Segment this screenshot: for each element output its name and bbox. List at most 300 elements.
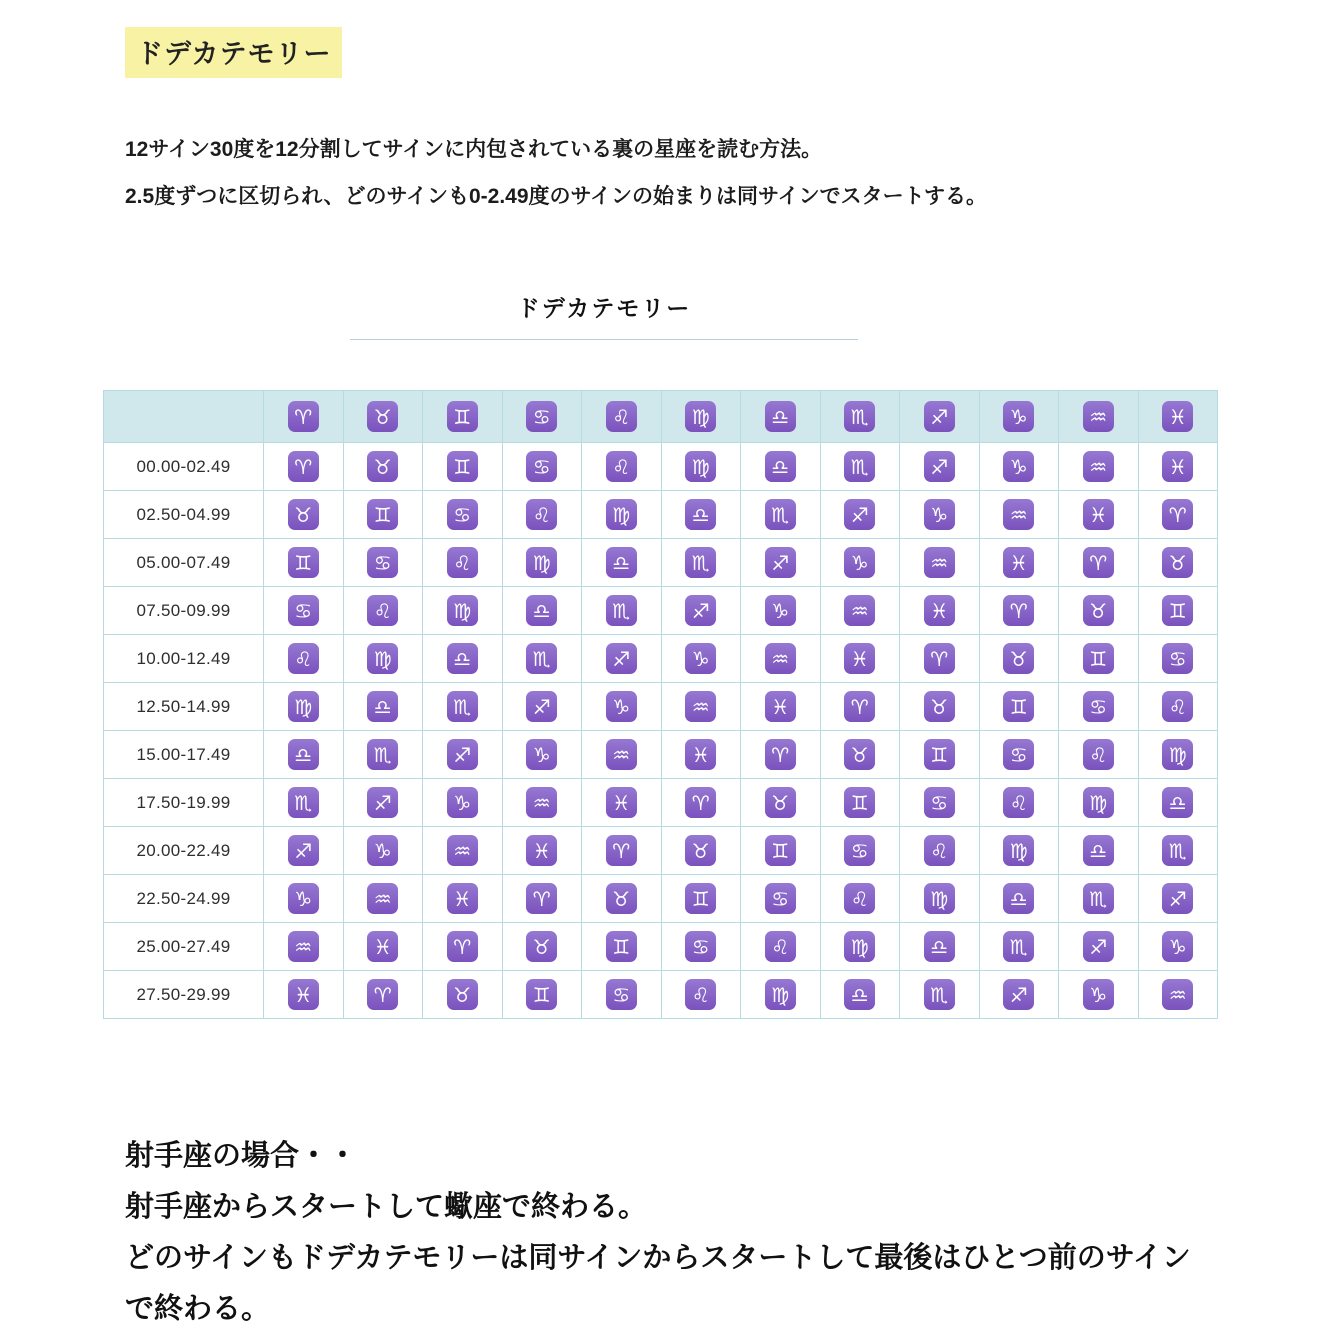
zodiac-cell <box>582 923 662 971</box>
libra-icon: ♎ <box>1003 883 1034 914</box>
intro-section <box>0 27 1320 220</box>
zodiac-cell <box>741 827 821 875</box>
gemini-icon: ♊ <box>526 979 557 1010</box>
leo-icon: ♌ <box>606 401 637 432</box>
leo-icon: ♌ <box>606 451 637 482</box>
zodiac-cell <box>1059 923 1139 971</box>
capricorn-icon: ♑ <box>765 595 796 626</box>
pisces-icon: ♓ <box>447 883 478 914</box>
sagittarius-icon: ♐ <box>765 547 796 578</box>
zodiac-cell <box>820 539 900 587</box>
zodiac-cell <box>661 971 741 1019</box>
taurus-icon: ♉ <box>367 451 398 482</box>
aquarius-icon: ♒ <box>288 931 319 962</box>
sagittarius-icon: ♐ <box>367 787 398 818</box>
leo-icon: ♌ <box>1083 739 1114 770</box>
leo-icon: ♌ <box>447 547 478 578</box>
zodiac-cell <box>741 971 821 1019</box>
zodiac-cell <box>264 731 344 779</box>
gemini-icon: ♊ <box>765 835 796 866</box>
zodiac-cell <box>582 539 662 587</box>
cancer-icon: ♋ <box>288 595 319 626</box>
zodiac-cell <box>900 443 980 491</box>
zodiac-cell <box>343 923 423 971</box>
aries-icon: ♈ <box>685 787 716 818</box>
zodiac-cell <box>502 587 582 635</box>
zodiac-cell <box>900 875 980 923</box>
header-row <box>104 391 1218 443</box>
capricorn-icon: ♑ <box>526 739 557 770</box>
sagittarius-icon: ♐ <box>924 401 955 432</box>
cancer-icon: ♋ <box>1083 691 1114 722</box>
pisces-icon: ♓ <box>1162 401 1193 432</box>
zodiac-cell <box>741 875 821 923</box>
zodiac-cell <box>1059 971 1139 1019</box>
header-cell-scorpio <box>820 391 900 443</box>
scorpio-icon: ♏ <box>1083 883 1114 914</box>
virgo-icon: ♍ <box>367 643 398 674</box>
aries-icon: ♈ <box>765 739 796 770</box>
zodiac-cell <box>264 923 344 971</box>
zodiac-cell <box>582 971 662 1019</box>
libra-icon: ♎ <box>685 499 716 530</box>
zodiac-cell <box>502 923 582 971</box>
libra-icon: ♎ <box>288 739 319 770</box>
virgo-icon: ♍ <box>765 979 796 1010</box>
aries-icon: ♈ <box>1083 547 1114 578</box>
zodiac-cell <box>820 635 900 683</box>
zodiac-cell <box>423 779 503 827</box>
aries-icon: ♈ <box>844 691 875 722</box>
zodiac-cell <box>502 539 582 587</box>
gemini-icon: ♊ <box>924 739 955 770</box>
header-cell-gemini <box>423 391 503 443</box>
title-line <box>125 27 1320 78</box>
taurus-icon: ♉ <box>765 787 796 818</box>
zodiac-cell <box>1059 827 1139 875</box>
zodiac-cell <box>264 683 344 731</box>
zodiac-cell <box>1138 635 1218 683</box>
cancer-icon: ♋ <box>1162 643 1193 674</box>
table-title: ドデカテモリー <box>516 295 692 321</box>
degree-range-label: 12.50-14.99 <box>104 683 264 731</box>
gemini-icon: ♊ <box>447 451 478 482</box>
corner-cell <box>104 391 264 443</box>
degree-range-label: 00.00-02.49 <box>104 443 264 491</box>
aquarius-icon: ♒ <box>924 547 955 578</box>
zodiac-cell <box>582 731 662 779</box>
zodiac-cell <box>661 683 741 731</box>
zodiac-cell <box>343 779 423 827</box>
pisces-icon: ♓ <box>1162 451 1193 482</box>
libra-icon: ♎ <box>1162 787 1193 818</box>
leo-icon: ♌ <box>367 595 398 626</box>
virgo-icon: ♍ <box>288 691 319 722</box>
pisces-icon: ♓ <box>844 643 875 674</box>
zodiac-cell <box>423 443 503 491</box>
aquarius-icon: ♒ <box>526 787 557 818</box>
zodiac-cell <box>264 587 344 635</box>
virgo-icon: ♍ <box>1162 739 1193 770</box>
table-row <box>104 587 1218 635</box>
zodiac-cell <box>1059 683 1139 731</box>
aries-icon: ♈ <box>367 979 398 1010</box>
header-cell-aquarius <box>1059 391 1139 443</box>
zodiac-cell <box>582 683 662 731</box>
capricorn-icon: ♑ <box>924 499 955 530</box>
capricorn-icon: ♑ <box>447 787 478 818</box>
zodiac-cell <box>741 443 821 491</box>
cancer-icon: ♋ <box>447 499 478 530</box>
degree-range-label: 17.50-19.99 <box>104 779 264 827</box>
document-page <box>0 27 1320 1335</box>
zodiac-cell <box>900 683 980 731</box>
zodiac-cell <box>820 683 900 731</box>
zodiac-cell <box>741 779 821 827</box>
gemini-icon: ♊ <box>1083 643 1114 674</box>
leo-icon: ♌ <box>1162 691 1193 722</box>
zodiac-cell <box>264 875 344 923</box>
zodiac-cell <box>979 875 1059 923</box>
zodiac-cell <box>1138 443 1218 491</box>
table-row <box>104 827 1218 875</box>
zodiac-cell <box>820 827 900 875</box>
zodiac-cell <box>900 827 980 875</box>
page-title: ドデカテモリー <box>125 27 342 78</box>
leo-icon: ♌ <box>765 931 796 962</box>
zodiac-cell <box>820 731 900 779</box>
gemini-icon: ♊ <box>367 499 398 530</box>
intro-line-1: 12サイン30度を12分割してサインに内包されている裏の星座を読む方法。 <box>125 138 823 161</box>
pisces-icon: ♓ <box>924 595 955 626</box>
taurus-icon: ♉ <box>447 979 478 1010</box>
table-row <box>104 635 1218 683</box>
taurus-icon: ♉ <box>1003 643 1034 674</box>
header-cell-libra <box>741 391 821 443</box>
zodiac-cell <box>264 491 344 539</box>
zodiac-cell <box>741 539 821 587</box>
degree-range-label: 07.50-09.99 <box>104 587 264 635</box>
footer-line-2: 射手座からスタートして蠍座で終わる。 <box>125 1191 648 1223</box>
cancer-icon: ♋ <box>685 931 716 962</box>
virgo-icon: ♍ <box>924 883 955 914</box>
cancer-icon: ♋ <box>606 979 637 1010</box>
pisces-icon: ♓ <box>606 787 637 818</box>
zodiac-cell <box>741 731 821 779</box>
zodiac-cell <box>264 827 344 875</box>
zodiac-cell <box>979 683 1059 731</box>
header-cell-pisces <box>1138 391 1218 443</box>
zodiac-cell <box>979 443 1059 491</box>
zodiac-cell <box>820 971 900 1019</box>
zodiac-cell <box>1059 587 1139 635</box>
aquarius-icon: ♒ <box>367 883 398 914</box>
table-row <box>104 539 1218 587</box>
zodiac-cell <box>582 587 662 635</box>
libra-icon: ♎ <box>447 643 478 674</box>
taurus-icon: ♉ <box>367 401 398 432</box>
zodiac-cell <box>502 491 582 539</box>
zodiac-cell <box>343 683 423 731</box>
taurus-icon: ♉ <box>685 835 716 866</box>
zodiac-cell <box>582 491 662 539</box>
zodiac-cell <box>820 923 900 971</box>
zodiac-cell <box>900 779 980 827</box>
gemini-icon: ♊ <box>685 883 716 914</box>
capricorn-icon: ♑ <box>1083 979 1114 1010</box>
zodiac-cell <box>979 491 1059 539</box>
leo-icon: ♌ <box>1003 787 1034 818</box>
degree-range-label: 25.00-27.49 <box>104 923 264 971</box>
zodiac-cell <box>264 539 344 587</box>
zodiac-cell <box>900 491 980 539</box>
zodiac-cell <box>1059 875 1139 923</box>
capricorn-icon: ♑ <box>685 643 716 674</box>
table-title-underline <box>350 290 858 340</box>
zodiac-cell <box>820 491 900 539</box>
cancer-icon: ♋ <box>844 835 875 866</box>
scorpio-icon: ♏ <box>288 787 319 818</box>
aquarius-icon: ♒ <box>844 595 875 626</box>
zodiac-cell <box>582 875 662 923</box>
aquarius-icon: ♒ <box>1162 979 1193 1010</box>
cancer-icon: ♋ <box>526 401 557 432</box>
pisces-icon: ♓ <box>765 691 796 722</box>
scorpio-icon: ♏ <box>924 979 955 1010</box>
scorpio-icon: ♏ <box>844 451 875 482</box>
intro-line-2: 2.5度ずつに区切られ、どのサインも0-2.49度のサインの始まりは同サインでスタートする。 <box>125 185 987 208</box>
gemini-icon: ♊ <box>606 931 637 962</box>
zodiac-cell <box>1138 731 1218 779</box>
zodiac-cell <box>423 683 503 731</box>
libra-icon: ♎ <box>924 931 955 962</box>
leo-icon: ♌ <box>685 979 716 1010</box>
libra-icon: ♎ <box>1083 835 1114 866</box>
virgo-icon: ♍ <box>526 547 557 578</box>
zodiac-cell <box>582 635 662 683</box>
zodiac-cell <box>1138 491 1218 539</box>
zodiac-cell <box>1138 539 1218 587</box>
capricorn-icon: ♑ <box>1003 401 1034 432</box>
leo-icon: ♌ <box>526 499 557 530</box>
header-cell-cancer <box>502 391 582 443</box>
zodiac-cell <box>264 779 344 827</box>
scorpio-icon: ♏ <box>1162 835 1193 866</box>
aquarius-icon: ♒ <box>606 739 637 770</box>
footer-line-4: で終わる。 <box>125 1293 271 1325</box>
zodiac-cell <box>979 635 1059 683</box>
leo-icon: ♌ <box>924 835 955 866</box>
header-cell-capricorn <box>979 391 1059 443</box>
zodiac-cell <box>502 731 582 779</box>
zodiac-cell <box>979 539 1059 587</box>
cancer-icon: ♋ <box>367 547 398 578</box>
zodiac-cell <box>1138 827 1218 875</box>
table-row <box>104 491 1218 539</box>
zodiac-cell <box>979 827 1059 875</box>
zodiac-cell <box>820 443 900 491</box>
zodiac-cell <box>502 635 582 683</box>
libra-icon: ♎ <box>844 979 875 1010</box>
sagittarius-icon: ♐ <box>1003 979 1034 1010</box>
scorpio-icon: ♏ <box>367 739 398 770</box>
sagittarius-icon: ♐ <box>606 643 637 674</box>
cancer-icon: ♋ <box>1003 739 1034 770</box>
zodiac-cell <box>661 635 741 683</box>
table-head <box>104 391 1218 443</box>
aries-icon: ♈ <box>288 451 319 482</box>
degree-range-label: 05.00-07.49 <box>104 539 264 587</box>
virgo-icon: ♍ <box>1083 787 1114 818</box>
zodiac-cell <box>1059 443 1139 491</box>
taurus-icon: ♉ <box>1083 595 1114 626</box>
zodiac-cell <box>741 491 821 539</box>
pisces-icon: ♓ <box>367 931 398 962</box>
scorpio-icon: ♏ <box>447 691 478 722</box>
zodiac-cell <box>343 587 423 635</box>
header-cell-leo <box>582 391 662 443</box>
zodiac-cell <box>1138 683 1218 731</box>
table-row <box>104 923 1218 971</box>
zodiac-cell <box>979 779 1059 827</box>
leo-icon: ♌ <box>288 643 319 674</box>
table-row <box>104 443 1218 491</box>
capricorn-icon: ♑ <box>367 835 398 866</box>
aquarius-icon: ♒ <box>685 691 716 722</box>
aries-icon: ♈ <box>1162 499 1193 530</box>
intro-paragraph <box>125 126 1320 220</box>
sagittarius-icon: ♐ <box>288 835 319 866</box>
libra-icon: ♎ <box>526 595 557 626</box>
zodiac-cell <box>1138 923 1218 971</box>
zodiac-cell <box>900 923 980 971</box>
scorpio-icon: ♏ <box>526 643 557 674</box>
scorpio-icon: ♏ <box>606 595 637 626</box>
libra-icon: ♎ <box>606 547 637 578</box>
aries-icon: ♈ <box>1003 595 1034 626</box>
header-cell-taurus <box>343 391 423 443</box>
taurus-icon: ♉ <box>526 931 557 962</box>
table-row <box>104 779 1218 827</box>
degree-range-label: 15.00-17.49 <box>104 731 264 779</box>
zodiac-cell <box>343 635 423 683</box>
taurus-icon: ♉ <box>288 499 319 530</box>
capricorn-icon: ♑ <box>288 883 319 914</box>
zodiac-cell <box>741 587 821 635</box>
zodiac-cell <box>502 683 582 731</box>
aquarius-icon: ♒ <box>1083 451 1114 482</box>
table-row <box>104 875 1218 923</box>
pisces-icon: ♓ <box>1083 499 1114 530</box>
scorpio-icon: ♏ <box>1003 931 1034 962</box>
sagittarius-icon: ♐ <box>1083 931 1114 962</box>
zodiac-cell <box>900 539 980 587</box>
degree-range-label: 20.00-22.49 <box>104 827 264 875</box>
zodiac-cell <box>741 635 821 683</box>
pisces-icon: ♓ <box>1003 547 1034 578</box>
scorpio-icon: ♏ <box>765 499 796 530</box>
zodiac-cell <box>979 587 1059 635</box>
zodiac-cell <box>502 779 582 827</box>
dodeka-table <box>103 390 1218 1019</box>
table-body <box>104 443 1218 1019</box>
gemini-icon: ♊ <box>844 787 875 818</box>
virgo-icon: ♍ <box>447 595 478 626</box>
capricorn-icon: ♑ <box>844 547 875 578</box>
zodiac-cell <box>1138 875 1218 923</box>
virgo-icon: ♍ <box>1003 835 1034 866</box>
aries-icon: ♈ <box>606 835 637 866</box>
zodiac-cell <box>343 491 423 539</box>
footer-line-1: 射手座の場合・・ <box>125 1140 358 1172</box>
zodiac-cell <box>343 875 423 923</box>
zodiac-cell <box>423 875 503 923</box>
degree-range-label: 10.00-12.49 <box>104 635 264 683</box>
pisces-icon: ♓ <box>526 835 557 866</box>
aries-icon: ♈ <box>288 401 319 432</box>
zodiac-cell <box>423 923 503 971</box>
zodiac-cell <box>423 731 503 779</box>
capricorn-icon: ♑ <box>606 691 637 722</box>
aries-icon: ♈ <box>447 931 478 962</box>
sagittarius-icon: ♐ <box>1162 883 1193 914</box>
scorpio-icon: ♏ <box>844 401 875 432</box>
zodiac-cell <box>820 587 900 635</box>
zodiac-cell <box>343 443 423 491</box>
zodiac-cell <box>343 539 423 587</box>
header-cell-aries <box>264 391 344 443</box>
pisces-icon: ♓ <box>288 979 319 1010</box>
zodiac-cell <box>661 731 741 779</box>
libra-icon: ♎ <box>765 401 796 432</box>
gemini-icon: ♊ <box>1003 691 1034 722</box>
zodiac-cell <box>343 827 423 875</box>
degree-range-label: 02.50-04.99 <box>104 491 264 539</box>
taurus-icon: ♉ <box>606 883 637 914</box>
pisces-icon: ♓ <box>685 739 716 770</box>
header-cell-sagittarius <box>900 391 980 443</box>
zodiac-cell <box>900 731 980 779</box>
zodiac-cell <box>661 587 741 635</box>
zodiac-cell <box>423 635 503 683</box>
footer-paragraph <box>125 1131 1320 1335</box>
virgo-icon: ♍ <box>606 499 637 530</box>
zodiac-cell <box>1059 779 1139 827</box>
zodiac-cell <box>741 923 821 971</box>
cancer-icon: ♋ <box>765 883 796 914</box>
sagittarius-icon: ♐ <box>685 595 716 626</box>
zodiac-cell <box>502 875 582 923</box>
aquarius-icon: ♒ <box>1083 401 1114 432</box>
sagittarius-icon: ♐ <box>844 499 875 530</box>
aries-icon: ♈ <box>924 643 955 674</box>
zodiac-cell <box>820 779 900 827</box>
libra-icon: ♎ <box>367 691 398 722</box>
zodiac-cell <box>423 971 503 1019</box>
zodiac-cell <box>661 539 741 587</box>
zodiac-cell <box>900 587 980 635</box>
sagittarius-icon: ♐ <box>526 691 557 722</box>
zodiac-cell <box>343 731 423 779</box>
zodiac-cell <box>900 971 980 1019</box>
scorpio-icon: ♏ <box>685 547 716 578</box>
zodiac-cell <box>661 443 741 491</box>
table-row <box>104 731 1218 779</box>
zodiac-cell <box>343 971 423 1019</box>
leo-icon: ♌ <box>844 883 875 914</box>
zodiac-cell <box>979 923 1059 971</box>
aquarius-icon: ♒ <box>1003 499 1034 530</box>
